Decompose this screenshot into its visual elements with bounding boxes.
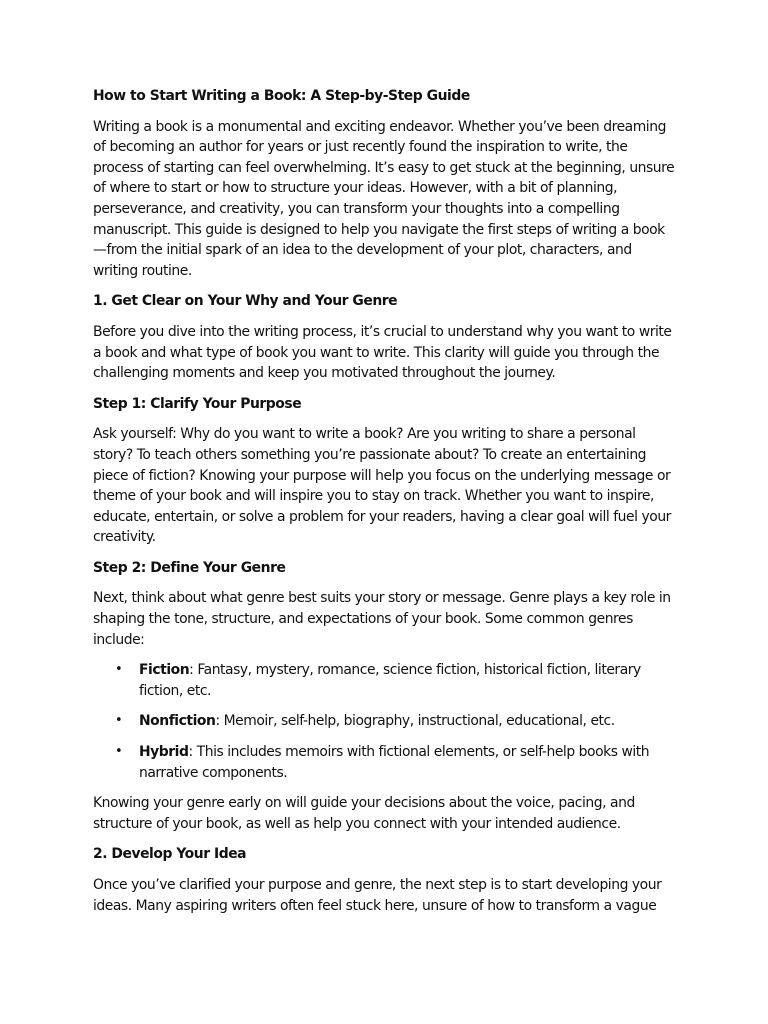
list-item bbox=[93, 742, 677, 783]
list-item bbox=[93, 711, 677, 732]
list-item bbox=[93, 660, 677, 701]
intro-paragraph: Writing a book is a monumental and exciting endeavor. Whether you’ve been dreaming of becoming an author for years or just recently found the inspiration to write, the process of starting can feel overwhelming. It’s easy to get stuck at the beginning, unsure of where to start or how to structure your ideas. However, with a bit of planning, perseverance, and creativity, you can transform your thoughts into a compelling manuscript. This guide is designed to help you navigate the first steps of writing a book—from the initial spark of an idea to the development of your plot, characters, and writing routine. bbox=[93, 118, 675, 279]
genre-description: : Fantasy, mystery, romance, science fiction, historical fiction, literary fiction, etc. bbox=[139, 662, 641, 699]
step-1-paragraph: Ask yourself: Why do you want to write a book? Are you writing to share a personal story? To teach others something you’re passionate about? To create an entertaining piece of fiction? Knowing your purpose will help you focus on the underlying message or theme of your book and will inspire you to stay on track. Whether you want to inspire, educate, entertain, or solve a problem for your readers, having a clear goal will fuel your creativity. bbox=[93, 426, 671, 546]
genre-list bbox=[93, 660, 677, 783]
step-2-heading: Step 2: Define Your Genre bbox=[93, 559, 286, 576]
genre-term: Fiction bbox=[139, 662, 190, 679]
genre-term: Nonfiction bbox=[139, 713, 216, 730]
bullet-icon: • bbox=[115, 713, 123, 729]
document-page bbox=[93, 86, 677, 926]
section-1-paragraph: Before you dive into the writing process, it’s crucial to understand why you want to write a book and what type of book you want to write. This clarity will guide you through the challenging moments and keep you motivated throughout the journey. bbox=[93, 323, 672, 382]
step-2-closing-paragraph: Knowing your genre early on will guide your decisions about the voice, pacing, and structure of your book, as well as help you connect with your intended audience. bbox=[93, 795, 635, 832]
genre-description: : Memoir, self-help, biography, instructional, educational, etc. bbox=[215, 713, 615, 730]
step-1-heading: Step 1: Clarify Your Purpose bbox=[93, 395, 302, 412]
genre-description: : This includes memoirs with fictional elements, or self-help books with narrative components. bbox=[139, 744, 650, 781]
genre-term: Hybrid bbox=[139, 744, 189, 761]
step-2-paragraph: Next, think about what genre best suits your story or message. Genre plays a key role in shaping the tone, structure, and expectations of your book. Some common genres include: bbox=[93, 590, 671, 648]
bullet-icon: • bbox=[115, 662, 123, 678]
section-1-heading: 1. Get Clear on Your Why and Your Genre bbox=[93, 293, 398, 310]
section-2-paragraph: Once you’ve clarified your purpose and genre, the next step is to start developing your ideas. Many aspiring writers often feel stuck here, unsure of how to transform a vague bbox=[93, 877, 662, 914]
section-2-heading: 2. Develop Your Idea bbox=[93, 846, 247, 863]
document-title: How to Start Writing a Book: A Step-by-Step Guide bbox=[93, 88, 470, 104]
bullet-icon: • bbox=[115, 744, 123, 760]
